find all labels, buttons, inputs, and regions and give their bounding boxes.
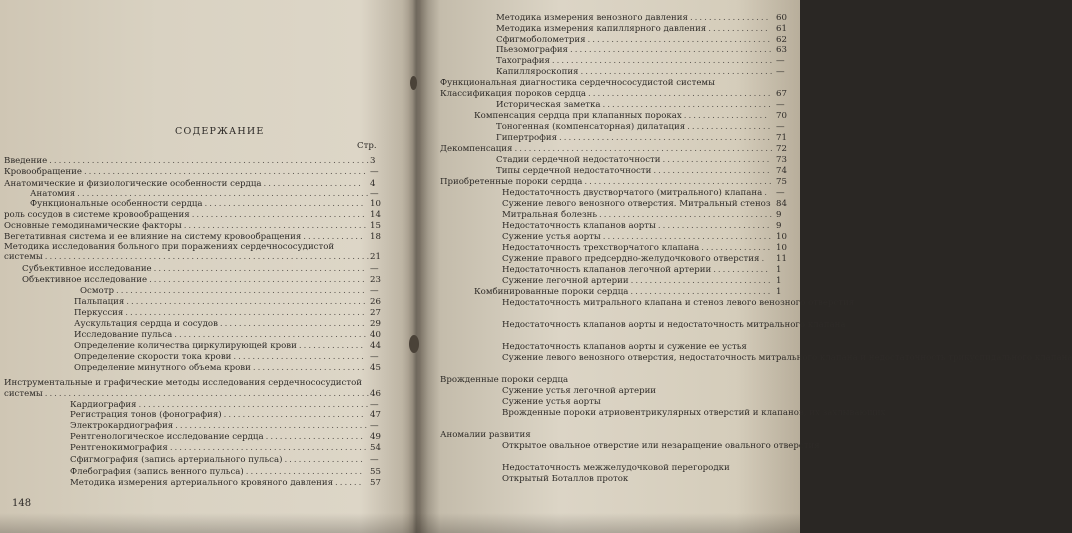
toc-entry — [496, 155, 771, 165]
toc-entry — [4, 378, 362, 388]
toc-entry-text: Основные гемодинамические факторы — [4, 221, 182, 231]
page-shadow — [0, 513, 800, 533]
leader-dots: ............ — [713, 265, 770, 275]
toc-page-number: 74 — [776, 166, 787, 176]
toc-entry — [496, 35, 772, 45]
toc-page-number: 9 — [776, 221, 782, 231]
toc-entry — [496, 166, 772, 176]
toc-entry — [70, 478, 363, 488]
leader-dots: . — [761, 254, 767, 264]
toc-list-right — [418, 0, 1072, 533]
toc-page-number: 1 — [776, 287, 782, 297]
toc-entry-text: Недостаточность двустворчатого (митрального) клапана — [502, 188, 763, 198]
toc-entry-text: Аномалии развития — [440, 430, 531, 440]
toc-entry — [502, 265, 770, 275]
toc-entry — [4, 156, 371, 166]
leader-dots: ......................... — [245, 467, 365, 477]
toc-page-number: 11 — [776, 254, 787, 264]
leader-dots: .............. — [298, 341, 366, 351]
leader-dots: ........................................... — [569, 45, 774, 55]
toc-entry-text: Рентгенокимография — [70, 443, 168, 453]
toc-page-number: 40 — [370, 330, 381, 340]
toc-entry — [4, 252, 371, 262]
leader-dots: ......................................... — [174, 330, 369, 340]
toc-entry-text: Объективное исследование — [22, 275, 148, 285]
toc-entry-text: Анатомические и физиологические особенности сердца — [4, 179, 262, 189]
toc-page-number: 26 — [370, 297, 381, 307]
toc-entry-text: Определение минутного объема крови — [74, 363, 251, 373]
toc-entry — [502, 232, 773, 242]
toc-entry — [474, 111, 769, 121]
leader-dots: ................................................. — [138, 400, 371, 410]
leader-dots: ................. — [689, 13, 771, 23]
toc-entry-text: Историческая заметка — [496, 100, 601, 110]
toc-page-number: 72 — [776, 144, 787, 154]
toc-page-number: 57 — [370, 478, 381, 488]
toc-entry — [496, 13, 770, 23]
leader-dots: .............................. — [223, 410, 366, 420]
toc-entry-text: Тахография — [496, 56, 550, 66]
toc-page-number: — — [776, 188, 785, 198]
toc-entry — [4, 221, 368, 231]
toc-entry-text: Сужение устья аорты — [502, 397, 601, 407]
toc-entry-text: Классификация пороков сердца — [440, 89, 586, 99]
leader-dots: ...... — [335, 478, 364, 488]
toc-entry-text: Определение скорости тока крови — [74, 352, 232, 362]
toc-page-number: 63 — [776, 45, 787, 55]
toc-entry-text: Гипертрофия — [496, 133, 558, 143]
toc-entry-text: Осмотр — [80, 286, 114, 296]
leader-dots: .................................... — [602, 232, 774, 242]
toc-entry-text: Открытый Боталлов проток — [502, 474, 629, 484]
leader-dots: .................................................................... — [49, 156, 371, 166]
toc-page-number: 70 — [776, 111, 787, 121]
toc-title: СОДЕРЖАНИЕ — [175, 126, 265, 137]
toc-entry-text: Исследование пульса — [74, 330, 173, 340]
toc-entry — [502, 474, 628, 484]
toc-page-number: 84 — [776, 199, 787, 209]
toc-page-number: 15 — [370, 221, 381, 231]
toc-entry-text: Функциональные особенности сердца — [30, 199, 203, 209]
toc-entry — [496, 67, 774, 77]
toc-page-number: 46 — [370, 389, 381, 399]
toc-entry — [4, 242, 334, 252]
toc-entry — [440, 89, 773, 99]
leader-dots: ....................... — [662, 155, 772, 165]
toc-entry-text: Рентгенологическое исследование сердца — [70, 432, 264, 442]
toc-entry-text: Врожденные пороки сердца — [440, 375, 569, 385]
toc-page-number: 73 — [776, 155, 787, 165]
leader-dots: ..................... — [263, 179, 363, 189]
toc-entry — [440, 144, 775, 154]
toc-entry-text: Пьезомография — [496, 45, 568, 55]
leader-dots: . — [764, 188, 769, 198]
toc-entry — [502, 320, 846, 330]
toc-entry — [502, 210, 774, 220]
toc-page-number: 55 — [370, 467, 381, 477]
toc-entry-text: Сужение устья легочной артерии — [502, 386, 657, 396]
leader-dots: ......................................... — [175, 421, 370, 431]
toc-entry-text: Аускультация сердца и сосудов — [74, 319, 218, 329]
toc-entry — [440, 177, 774, 187]
leader-dots: ....................................... — [587, 35, 773, 45]
toc-entry-text: Субъективное исследование — [22, 264, 152, 274]
toc-entry-text: Компенсация сердца при клапанных пороках — [474, 111, 682, 121]
toc-entry — [474, 287, 772, 297]
toc-page-number: 9 — [776, 210, 782, 220]
toc-entry-text: Флебография (запись венного пульса) — [70, 467, 244, 477]
toc-entry-text: Недостаточность клапанов аорты — [502, 221, 656, 231]
toc-page-number: 61 — [776, 24, 787, 34]
toc-page-number: 27 — [370, 308, 381, 318]
leader-dots: ............. — [708, 24, 770, 34]
toc-entry — [496, 100, 773, 110]
toc-entry-text: Сфигмоболометрия — [496, 35, 586, 45]
leader-dots: ............................ — [233, 352, 366, 362]
toc-entry-text: роль сосудов в системе кровообращения — [4, 210, 190, 220]
toc-entry-text: Стадии сердечной недостаточности — [496, 155, 661, 165]
toc-entry — [502, 397, 601, 407]
toc-page-number: 44 — [370, 341, 381, 351]
toc-entry-text: Комбинированные пороки сердца — [474, 287, 629, 297]
toc-entry — [70, 400, 370, 410]
toc-entry — [496, 45, 773, 55]
toc-page-number: 54 — [370, 443, 381, 453]
toc-entry — [74, 352, 366, 362]
leader-dots: .................. — [687, 122, 773, 132]
toc-page-number: 62 — [776, 35, 787, 45]
toc-entry — [4, 179, 363, 189]
toc-entry-text: системы — [4, 252, 43, 262]
leader-dots: .................. — [683, 111, 769, 121]
toc-entry — [502, 243, 772, 253]
toc-entry — [70, 432, 365, 442]
toc-page-number: — — [776, 56, 785, 66]
toc-entry-text: Инструментальные и графические методы исследования сердечнососудистой — [4, 378, 362, 388]
toc-page-number: — — [370, 286, 379, 296]
leader-dots: ......................... — [653, 166, 772, 176]
toc-page-number: 23 — [370, 275, 381, 285]
toc-entry-text: Митральная болезнь — [502, 210, 598, 220]
toc-page-number: 71 — [776, 133, 787, 143]
toc-list-left — [0, 0, 412, 533]
leader-dots: ................................................... — [125, 308, 367, 318]
toc-entry — [502, 276, 773, 286]
toc-entry-text: Сужение левого венозного отверстия, недостаточность митрального клапана и недостаточность трикуспидального клапана — [502, 353, 1072, 363]
toc-entry-text: Сужение правого предсердно-желудочкового отверстия — [502, 254, 760, 264]
toc-entry-text: Введение — [4, 156, 48, 166]
toc-entry-text: Врожденные пороки атриовентрикулярных отверстий и клапанов, их захлывающих — [502, 408, 886, 418]
toc-entry — [74, 341, 365, 351]
toc-entry-text: системы — [4, 389, 43, 399]
leader-dots: ................................................... — [126, 297, 368, 307]
leader-dots: ............................................... — [551, 56, 775, 66]
toc-entry-text: Вегетативная система и ее влияние на систему кровообращения — [4, 232, 302, 242]
toc-page-number: 67 — [776, 89, 787, 99]
toc-page-number: 3 — [370, 156, 376, 166]
toc-page-number: — — [370, 264, 379, 274]
toc-entry-text: Перкуссия — [74, 308, 124, 318]
toc-page-number: — — [776, 122, 785, 132]
toc-entry — [70, 421, 369, 431]
toc-entry-text: Приобретенные пороки сердца — [440, 177, 583, 187]
toc-entry-text: Кровообращение — [4, 167, 82, 177]
toc-page-number: — — [370, 189, 379, 199]
toc-entry-text: Пальпация — [74, 297, 125, 307]
toc-entry-text: Методика измерения капиллярного давления — [496, 24, 707, 34]
leader-dots: .................................... — [602, 100, 773, 110]
toc-page-number: — — [776, 100, 785, 110]
toc-entry-text: Недостаточность клапанов аорты и недостаточность митрального клапана — [502, 320, 846, 330]
toc-entry — [80, 286, 367, 296]
leader-dots: ......................................... — [580, 67, 775, 77]
toc-entry — [70, 455, 365, 465]
toc-page-number: 1 — [776, 265, 782, 275]
toc-entry-text: Анатомия — [30, 189, 76, 199]
toc-page-number: — — [776, 67, 785, 77]
toc-entry — [74, 308, 367, 318]
toc-entry — [440, 430, 531, 440]
right-page — [418, 0, 1072, 533]
toc-entry — [4, 389, 371, 399]
leader-dots: ............................................................ — [83, 167, 368, 177]
toc-entry — [496, 133, 772, 143]
toc-entry — [22, 264, 367, 274]
toc-entry — [70, 443, 369, 453]
toc-entry — [440, 78, 715, 88]
toc-entry-text: Определение количества циркулирующей крови — [74, 341, 297, 351]
toc-entry — [502, 221, 771, 231]
toc-entry-text: Капилляроскопия — [496, 67, 579, 77]
toc-page-number: 45 — [370, 363, 381, 373]
leader-dots: ................. — [284, 455, 365, 465]
toc-page-number: — — [370, 400, 379, 410]
toc-entry-text: Тоногенная (компенсаторная) дилатация — [496, 122, 686, 132]
toc-entry — [502, 441, 820, 451]
toc-entry-text: Недостаточность межжелудочковой перегородки — [502, 463, 730, 473]
toc-page-number: 1 — [776, 276, 782, 286]
leader-dots: ............................................. — [559, 133, 772, 143]
page-column-label: Стр. — [357, 141, 377, 151]
toc-entry — [502, 408, 886, 418]
leader-dots: ..................................... — [599, 210, 775, 220]
leader-dots: .............................. — [630, 276, 773, 286]
toc-entry — [74, 297, 368, 307]
left-page — [0, 0, 412, 533]
leader-dots: ........................ — [252, 363, 367, 373]
toc-entry — [22, 275, 367, 285]
leader-dots: ............. — [303, 232, 365, 242]
toc-page-number: 47 — [370, 410, 381, 420]
leader-dots: ..................................... — [191, 210, 367, 220]
toc-entry-text: Открытое овальное отверстие или незаращение овального отверстия — [502, 441, 820, 451]
toc-page-number: 75 — [776, 177, 787, 187]
toc-entry — [502, 188, 769, 198]
toc-page-number: 10 — [370, 199, 381, 209]
toc-page-number: 29 — [370, 319, 381, 329]
toc-entry — [502, 463, 730, 473]
toc-entry-text: Кардиография — [70, 400, 137, 410]
leader-dots: ........................................ — [584, 177, 774, 187]
toc-entry — [74, 330, 368, 340]
toc-entry-text: Сфигмография (запись артериального пульса) — [70, 455, 283, 465]
toc-entry — [502, 254, 766, 264]
leader-dots: ..................................................... — [115, 286, 367, 296]
toc-entry-text: Методика измерения венозного давления — [496, 13, 688, 23]
leader-dots: .......................................... — [169, 443, 369, 453]
leader-dots: ............................................. — [153, 264, 367, 274]
toc-page-number: 60 — [776, 13, 787, 23]
toc-entry — [4, 210, 367, 220]
toc-entry — [70, 410, 366, 420]
toc-entry — [502, 386, 656, 396]
toc-entry-text: Недостаточность клапанов легочной артерии — [502, 265, 712, 275]
page-number: 148 — [12, 498, 32, 509]
leader-dots: ............... — [701, 243, 773, 253]
toc-entry-text: Сужение левого венозного отверстия. Митральный стеноз — [502, 199, 771, 209]
toc-page-number: — — [370, 455, 379, 465]
toc-entry-text: Методика измерения артериального кровяного давления — [70, 478, 333, 488]
toc-entry — [30, 199, 365, 209]
toc-page-number: — — [370, 167, 379, 177]
toc-entry — [502, 298, 855, 308]
toc-entry — [496, 24, 770, 34]
toc-entry-text: Недостаточность митрального клапана и стеноз левого венозного отверстия — [502, 298, 855, 308]
leader-dots: ....................................................... — [514, 144, 775, 154]
toc-page-number: 21 — [370, 252, 381, 262]
leader-dots: .................................. — [204, 199, 366, 209]
leader-dots: ....................................... — [183, 221, 369, 231]
leader-dots: .............................................. — [149, 275, 367, 285]
toc-entry — [496, 122, 772, 132]
toc-entry — [70, 467, 364, 477]
toc-entry-text: Типы сердечной недостаточности — [496, 166, 652, 176]
leader-dots: .............................................................. — [77, 189, 371, 199]
toc-entry-text: Электрокардиография — [70, 421, 174, 431]
leader-dots: ........................ — [657, 221, 772, 231]
toc-entry — [74, 363, 366, 373]
toc-entry-text: Функциональная диагностика сердечнососудистой системы — [440, 78, 715, 88]
toc-entry — [496, 56, 774, 66]
leader-dots: ..................................................................... — [44, 389, 372, 399]
toc-entry — [502, 353, 1072, 363]
toc-entry — [4, 167, 368, 177]
toc-page-number: — — [370, 421, 379, 431]
toc-entry-text: Сужение устья аорты — [502, 232, 601, 242]
toc-entry-text: Методика исследования больного при поражениях сердечнососудистой — [4, 242, 335, 252]
toc-entry — [502, 342, 747, 352]
leader-dots: ....................................... — [587, 89, 773, 99]
toc-page-number: 10 — [776, 243, 787, 253]
toc-entry-text: Недостаточность трехстворчатого клапана — [502, 243, 700, 253]
toc-page-number: 18 — [370, 232, 381, 242]
leader-dots: ............................... — [219, 319, 367, 329]
toc-page-number: 49 — [370, 432, 381, 442]
toc-entry-text: Регистрация тонов (фонография) — [70, 410, 222, 420]
leader-dots: ..................................................................... — [44, 252, 372, 262]
toc-entry — [4, 232, 365, 242]
toc-page-number: 10 — [776, 232, 787, 242]
toc-entry-text: Недостаточность клапанов аорты и сужение ее устья — [502, 342, 747, 352]
toc-entry-text: Декомпенсация — [440, 144, 513, 154]
toc-entry-text: Сужение легочной артерии — [502, 276, 629, 286]
toc-page-number: 4 — [370, 179, 376, 189]
leader-dots: .............................. — [630, 287, 773, 297]
toc-page-number: — — [370, 352, 379, 362]
toc-entry — [30, 189, 371, 199]
toc-page-number: 14 — [370, 210, 381, 220]
toc-entry — [74, 319, 367, 329]
toc-entry — [502, 199, 773, 209]
leader-dots: ..................... — [265, 432, 365, 442]
toc-entry — [440, 375, 568, 385]
